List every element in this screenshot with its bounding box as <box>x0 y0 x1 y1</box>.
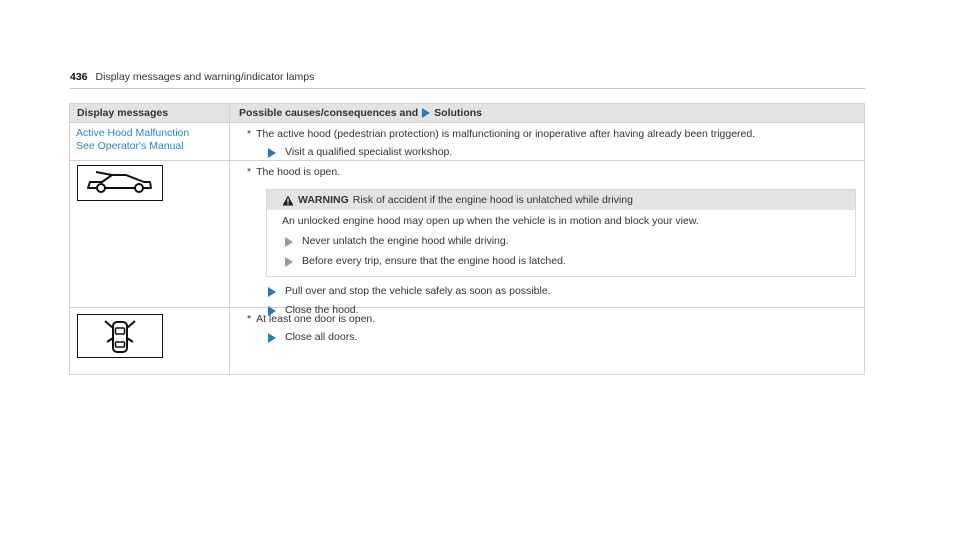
cause-cell <box>230 308 864 374</box>
warning-body <box>267 210 855 276</box>
arrow-right-icon <box>422 108 430 118</box>
action-item: Close all doors. <box>268 331 864 344</box>
page-number: 436 <box>70 71 88 83</box>
cause-text: * The hood is open. <box>247 166 341 178</box>
warning-text: An unlocked engine hood may open up when the vehicle is in motion and block your view. <box>282 215 699 227</box>
table-row <box>70 307 864 374</box>
cause-text: * The active hood (pedestrian protection) is malfunctioning or inoperative after having already been triggered. <box>247 128 756 140</box>
warning-label: WARNING <box>298 194 349 206</box>
action-arrow-icon <box>268 148 276 158</box>
warning-box <box>266 189 856 277</box>
hood-open-icon <box>77 165 163 201</box>
col-causes-header <box>230 104 864 122</box>
table-header <box>70 104 864 122</box>
action-arrow-icon <box>285 237 293 247</box>
page-header <box>70 70 865 89</box>
action-item: Close the hood. <box>268 304 864 317</box>
cause-text: * At least one door is open. <box>247 313 376 325</box>
action-arrow-icon <box>285 257 293 267</box>
display-message-line1[interactable]: Active Hood Malfunction <box>76 127 190 139</box>
action-item: Pull over and stop the vehicle safely as soon as possible. <box>268 285 864 298</box>
col-causes-header-text: Possible causes/consequences and <box>239 107 419 119</box>
cause-cell <box>230 161 864 316</box>
door-open-icon <box>77 314 163 358</box>
table-row <box>70 160 864 316</box>
table-row <box>70 122 864 160</box>
warning-title: Risk of accident if the engine hood is unlatched while driving <box>352 194 633 206</box>
col-display-messages-header: Display messages <box>70 104 230 122</box>
warning-triangle-icon <box>282 195 294 206</box>
col-solutions-header-text: Solutions <box>434 107 483 119</box>
cause-cell <box>230 123 864 160</box>
warning-action-item: Before every trip, ensure that the engine hood is latched. <box>285 255 845 268</box>
display-message-line2[interactable]: See Operator's Manual <box>76 140 184 152</box>
action-arrow-icon <box>268 333 276 343</box>
action-arrow-icon <box>268 287 276 297</box>
message-cell <box>70 123 230 160</box>
action-item: Visit a qualified specialist workshop. <box>268 146 864 159</box>
message-cell <box>70 161 230 307</box>
page-title: Display messages and warning/indicator lamps <box>95 71 315 83</box>
warning-header <box>267 190 855 210</box>
display-messages-table <box>69 103 865 375</box>
warning-action-item: Never unlatch the engine hood while driving. <box>285 235 845 248</box>
message-cell <box>70 308 230 374</box>
